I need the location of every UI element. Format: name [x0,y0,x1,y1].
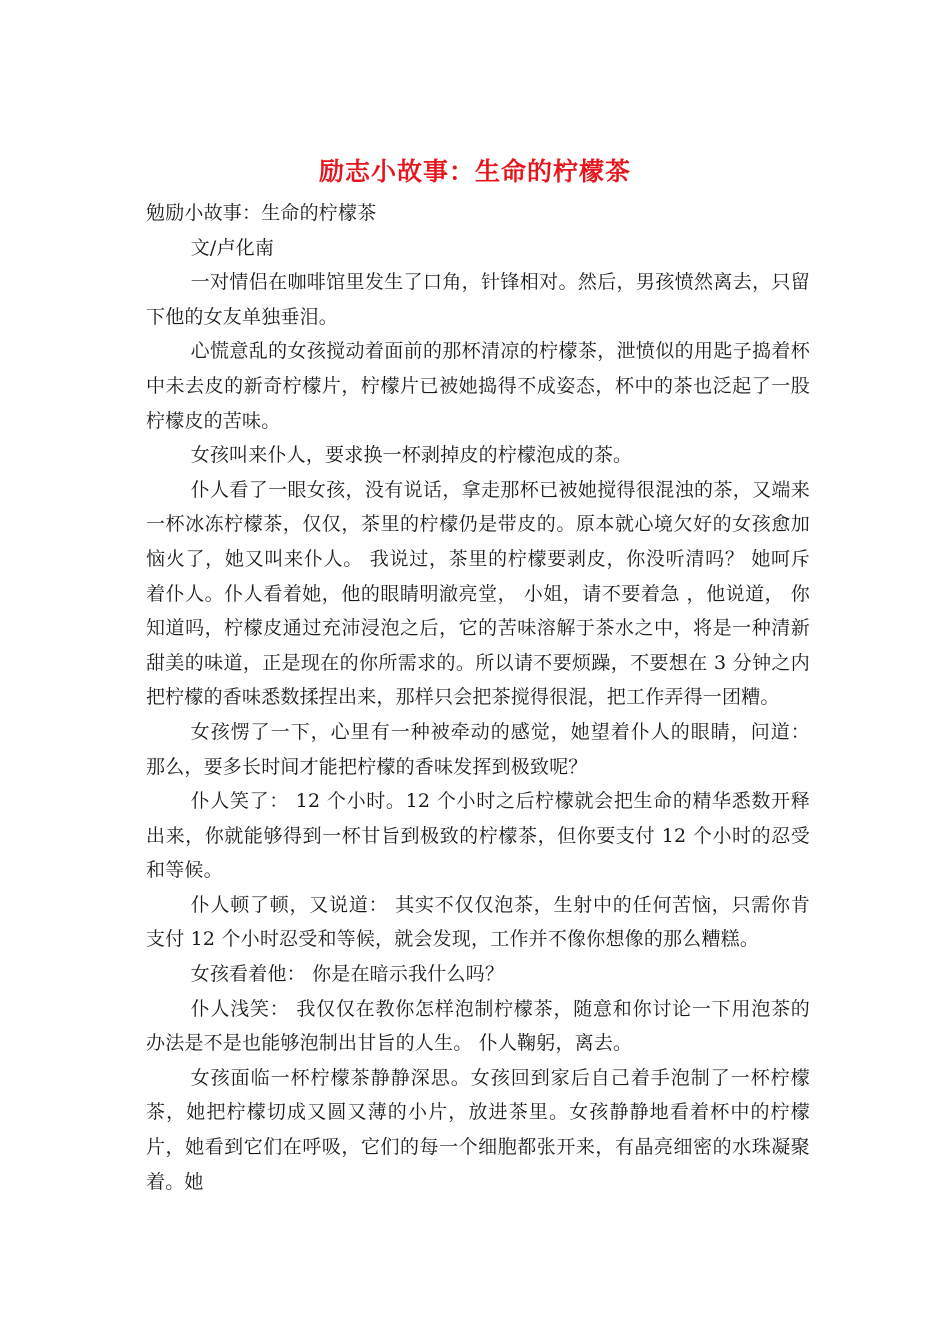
paragraph: 女孩面临一杯柠檬茶静静深思。女孩回到家后自己着手泡制了一杯柠檬茶，她把柠檬切成又圆又薄的小片，放进茶里。女孩静静地看着杯中的柠檬片，她看到它们在呼吸，它们的每一个细胞都张开来，有晶亮细密的水珠凝聚着。她 [146,1066,810,1193]
subtitle-line: 勉励小故事：生命的柠檬茶 [146,202,377,224]
paragraph: 仆人浅笑： 我仅仅在教你怎样泡制柠檬茶，随意和你讨论一下用泡茶的办法是不是也能够泡制出甘旨的人生。 仆人鞠躬，离去。 [146,997,810,1055]
author-line: 文/卢化南 [190,236,275,259]
paragraph: 女孩愣了一下，心里有一种被牵动的感觉，她望着仆人的眼睛，问道： 那么，要多长时间才能把柠檬的香味发挥到极致呢？ [146,720,810,778]
paragraph: 女孩看着他： 你是在暗示我什么吗？ [190,963,505,986]
paragraph: 一对情侣在咖啡馆里发生了口角，针锋相对。然后，男孩愤然离去，只留下他的女友单独垂泪。 [146,271,810,328]
document-body [146,196,810,1199]
paragraph: 仆人看了一眼女孩，没有说话，拿走那杯已被她搅得很混浊的茶，又端来一杯冰冻柠檬茶，仅仅，茶里的柠檬仍是带皮的。原本就心境欠好的女孩愈加恼火了，她又叫来仆人。 我说过，茶里的柠檬要剥皮，你没听清吗？ 她呵斥着仆人。仆人看着她，他的眼睛明澈亮堂， 小姐，请不要着急 ，他说道， 你知道吗，柠檬皮通过充沛浸泡之后，它的苦味溶解于茶水之中，将是一种清新甜美的味道，正是现在的你所需求的。所以请不要烦躁，不要想在 3 分钟之内把柠檬的香味悉数揉捏出来，那样只会把茶搅得很混，把工作弄得一团糟。 [146,478,810,709]
paragraph: 仆人笑了： 12 个小时。12 个小时之后柠檬就会把生命的精华悉数开释出来，你就能够得到一杯甘旨到极致的柠檬茶，但你要支付 12 个小时的忍受和等候。 [146,790,810,882]
paragraph: 心慌意乱的女孩搅动着面前的那杯清凉的柠檬茶，泄愤似的用匙子捣着杯中未去皮的新奇柠檬片，柠檬片已被她捣得不成姿态，杯中的茶也泛起了一股柠檬皮的苦味。 [146,340,810,432]
paragraph: 女孩叫来仆人，要求换一杯剥掉皮的柠檬泡成的茶。 [190,444,633,467]
paragraph: 仆人顿了顿，又说道： 其实不仅仅泡茶，生射中的任何苦恼，只需你肯支付 12 个小时忍受和等候，就会发现，工作并不像你想像的那么糟糕。 [146,893,810,951]
document-title: 励志小故事：生命的柠檬茶 [318,157,631,186]
